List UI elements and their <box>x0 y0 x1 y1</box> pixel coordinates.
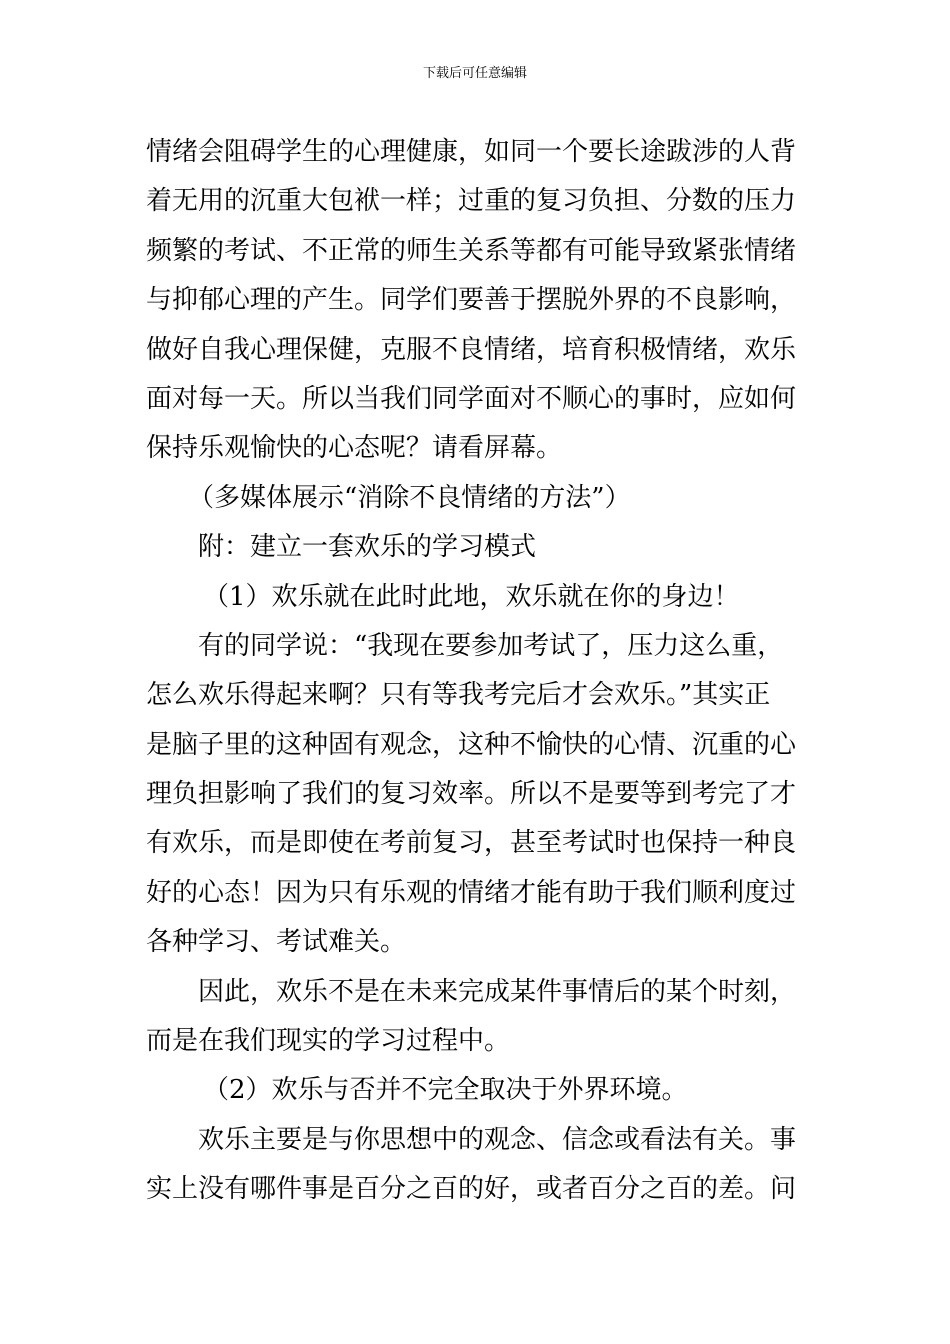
paragraph <box>146 622 812 968</box>
text-line: 欢乐主要是与你思想中的观念、信念或看法有关。事 <box>198 1124 797 1155</box>
paragraph <box>146 573 812 622</box>
text-line: 各种学习、考试难关。 <box>146 927 407 958</box>
text-line: 情绪会阻碍学生的心理健康，如同一个要长途跋涉的人背 <box>146 137 797 167</box>
paragraph <box>146 1066 812 1115</box>
document-body <box>146 128 812 1215</box>
text-line: 因此，欢乐不是在未来完成某件事情后的某个时刻， <box>198 976 797 1007</box>
page-header: 下载后可任意编辑 <box>422 66 527 81</box>
text-line: 有的同学说：“我现在要参加考试了，压力这么重， <box>198 630 784 661</box>
text-line: 着无用的沉重大包袱一样；过重的复习负担、分数的压力 <box>146 186 797 217</box>
paragraph <box>146 474 812 523</box>
text-line: （多媒体展示“消除不良情绪的方法”） <box>188 482 631 513</box>
text-line: 有欢乐，而是即使在考前复习，甚至考试时也保持一种良 <box>146 828 797 859</box>
paragraph <box>146 523 812 572</box>
text-line: 附：建立一套欢乐的学习模式 <box>198 532 537 563</box>
text-line: 保持乐观愉快的心态呢？请看屏幕。 <box>146 433 563 464</box>
text-line: 实上没有哪件事是百分之百的好，或者百分之百的差。问 <box>146 1174 797 1205</box>
paragraph <box>146 128 812 474</box>
text-line: 而是在我们现实的学习过程中。 <box>146 1026 511 1057</box>
text-line: （1）欢乐就在此时此地，欢乐就在你的身边！ <box>203 581 740 612</box>
text-line: 理负担影响了我们的复习效率。所以不是要等到考完了才 <box>146 779 797 810</box>
text-line: 怎么欢乐得起来啊？只有等我考完后才会欢乐。”其实正 <box>146 680 771 711</box>
text-line: 是脑子里的这种固有观念，这种不愉快的心情、沉重的心 <box>146 729 797 760</box>
text-line: 好的心态！因为只有乐观的情绪才能有助于我们顺利度过 <box>146 877 797 908</box>
text-line: 频繁的考试、不正常的师生关系等都有可能导致紧张情绪 <box>146 235 797 266</box>
text-line: 与抑郁心理的产生。同学们要善于摆脱外界的不良影响， <box>146 285 797 316</box>
text-line: （2）欢乐与否并不完全取决于外界环境。 <box>203 1075 688 1106</box>
paragraph <box>146 1116 812 1215</box>
text-line: 做好自我心理保健，克服不良情绪，培育积极情绪，欢乐 <box>146 334 797 365</box>
text-line: 面对每一天。所以当我们同学面对不顺心的事时，应如何 <box>146 383 797 414</box>
paragraph <box>146 968 812 1067</box>
